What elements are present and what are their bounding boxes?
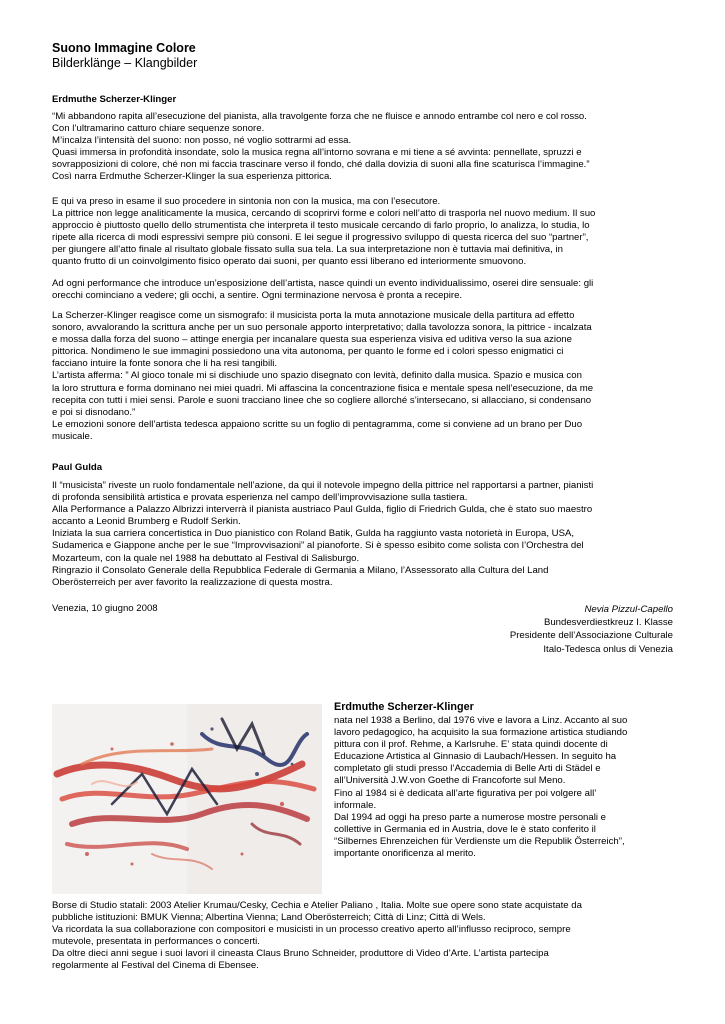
text-line: sovrapposizioni di colore, ché non mi faccia trascinare verso il fondo, ché dalla dovizia di suoni alla fine scaturisca l’immagine.” <box>52 159 590 171</box>
text-line: mutevole, presentata in performances o concerti. <box>52 936 260 948</box>
text-line: Quasi immersa in profondità insondate, solo la musica regna all’intorno sovrana e mi tiene a sé avvinta: pennellate, spruzzi e <box>52 147 582 159</box>
section-heading-musician: Paul Gulda <box>52 462 103 473</box>
text-line: Così narra Erdmuthe Scherzer-Klinger la sua esperienza pittorica. <box>52 171 332 183</box>
text-line: musicale. <box>52 430 93 442</box>
signature-line: Presidente dell’Associazione Culturale <box>509 630 673 642</box>
text-line: Oberösterreich per aver favorito la realizzazione di questa mostra. <box>52 576 333 588</box>
text-line: Va ricordata la sua collaborazione con compositori e musicisti in un processo creativo aperto all’influsso reciproco, sempre <box>52 924 571 936</box>
text-line: nata nel 1938 a Berlino, dal 1976 vive e lavora a Linz. Accanto al suo <box>334 715 628 726</box>
text-line: “Mi abbandono rapita all’esecuzione del pianista, alla travolgente forza che ne fluisce e annodo entrambe col nero e col rosso. <box>52 111 587 122</box>
text-line: e mossa dalla forza del suono – attinge energia per incanalare questa sua esperienza visiva ed uditiva verso la sua azione <box>52 334 572 346</box>
text-line: Le emozioni sonore dell’artista tedesca appaiono scritte su un foglio di pentagramma, come si conviene ad un brano per Duo <box>52 418 583 430</box>
text-line: pittura con il prof. Rehme, a Karlsruhe. E’ stata quindi docente di <box>334 739 608 751</box>
text-line: Educazione Artistica al Ginnasio di Laubach/Hessen. In seguito ha <box>334 751 617 763</box>
text-line: M’incalza l’intensità del suono: non posso, né voglio sottrarmi ad essa. <box>52 135 352 147</box>
paragraph-approach <box>52 196 674 269</box>
text-line: L’artista afferma: ” Al gioco tonale mi si dischiude uno spazio disegnato con levità, definito dalla musica. Spazio e musica con <box>52 370 582 382</box>
text-line: Sudamerica e Giappone anche per le sue “Improvvisazioni” al pianoforte. Si è spesso esibito come solista con l’Orchestra del <box>52 540 584 552</box>
text-line: recepita con tutti i miei sensi. Parole e suoni tracciano linee che so cogliere allorché s’intersecano, si allacciano, si condensano <box>52 394 592 406</box>
paragraph-bottom <box>52 900 674 973</box>
text-line: importante onorificenza al merito. <box>334 848 476 860</box>
signature-name: Nevia Pizzul-Capello <box>584 604 673 615</box>
text-line: Ringrazio il Consolato Generale della Repubblica Federale di Germania a Milano, l’Assessorato alla Cultura del Land <box>52 564 549 576</box>
paragraph-performance <box>52 278 674 302</box>
signature-line: Italo-Tedesca onlus di Venezia <box>543 643 673 655</box>
text-line: per giungere all’atto finale al risultato globale fissato sulla sua tela. La sua interpretazione non è tuttavia mai definitiva, in <box>52 244 563 256</box>
paragraph-seismograph <box>52 310 674 443</box>
text-line: accanto a Leonid Brumberg e Rudolf Serkin. <box>52 516 241 528</box>
abstract-painting-artwork <box>52 704 322 894</box>
text-line: ripete alla ricerca di modi espressivi sempre più consoni. E lei segue il progressivo sviluppo di questa ricerca del suo “partner”, <box>52 232 589 244</box>
text-line: regolarmente al Festival del Cinema di Ebensee. <box>52 960 259 972</box>
text-line: La pittrice non legge analiticamente la musica, cercando di scoprirvi forme e colori nell’atto di trasporla nel nuovo medium. Il suo <box>52 208 596 220</box>
page-title: Suono Immagine Colore <box>52 41 196 55</box>
text-line: approccio è piuttosto quello dello strumentista che interpreta il testo musicale cercando di farlo proprio, lo analizza, lo studia, lo <box>52 220 590 232</box>
text-line: Fino al 1984 si è dedicata all’arte figurativa per poi volgere all’ <box>334 787 597 799</box>
text-line: completato gli studi presso l’Accademia di Belle Arti di Städel e <box>334 763 601 775</box>
text-line: collettive in Germania ed in Austria, dove le è stato conferito il <box>334 823 596 835</box>
text-line: orecchi cominciano a vedere; gli occhi, a sentire. Ogni terminazione nervosa è pronta a recepire. <box>52 290 463 302</box>
text-line: di profonda sensibilità artistica e provata esperienza nel campo dell’improvvisazione sulla tastiera. <box>52 492 468 504</box>
text-line: Borse di Studio statali: 2003 Atelier Krumau/Cesky, Cechia e Atelier Paliano , Italia. Molte sue opere sono state acquistate da <box>52 900 582 911</box>
page-subtitle: Bilderklänge – Klangbilder <box>52 56 198 70</box>
text-line: la loro struttura e forma dominano nei miei quadri. Mi affascina la concentrazione fisica e mentale spesa nell’esecuzione, da me <box>52 382 594 394</box>
document-date: Venezia, 10 giugno 2008 <box>52 603 158 614</box>
bio-text <box>334 715 672 860</box>
text-line: informale. <box>334 799 377 811</box>
text-line: sonoro, avvalorando la scrittura anche per un suo personale apporto interpretativo; dalla tavolozza sonora, la pittrice - incalzata <box>52 322 592 334</box>
text-line: lavoro pedagogico, ha acquisito la sua formazione artistica studiando <box>334 727 628 739</box>
text-line: facciano intuire la fonte sonora che li ha resi tangibili. <box>52 358 278 370</box>
text-line: pubbliche istituzioni: BMUK Vienna; Albertina Vienna; Land Oberösterreich; Città di Linz; Città di Wels. <box>52 912 486 924</box>
text-line: Alla Performance a Palazzo Albrizzi interverrà il pianista austriaco Paul Gulda, figlio di Friedrich Gulda, che è stato suo maestro <box>52 504 593 516</box>
paragraph-quote <box>52 111 674 184</box>
text-line: e poi si disnodano.” <box>52 406 136 418</box>
text-line: Da oltre dieci anni segue i suoi lavori il cineasta Claus Bruno Schneider, produttore di Video d’Arte. L’artista partecipa <box>52 948 549 960</box>
text-line: E qui va preso in esame il suo procedere in sintonia non con la musica, ma con l’esecutore. <box>52 196 441 207</box>
painting-image <box>52 704 322 894</box>
text-line: “Silbernes Ehrenzeichen für Verdienste um die Republik Österreich”, <box>334 835 625 847</box>
bio-heading: Erdmuthe Scherzer-Klinger <box>334 701 474 713</box>
text-line: pittorica. Nondimeno le sue immagini possiedono una vita autonoma, per quanto le forme ed i colori spesso enigmatici ci <box>52 346 564 358</box>
section-heading-artist: Erdmuthe Scherzer-Klinger <box>52 94 177 105</box>
text-line: all’Università J.W.von Goethe di Francoforte sul Meno. <box>334 775 566 787</box>
signature-block <box>510 603 673 656</box>
text-line: Dal 1994 ad oggi ha preso parte a numerose mostre personali e <box>334 811 606 823</box>
signature-line: Bundesverdiestkreuz I. Klasse <box>543 617 673 629</box>
text-line: Mozarteum, con la quale nel 1988 ha debuttato al Festival di Salisburgo. <box>52 552 360 564</box>
paragraph-gulda <box>52 480 674 589</box>
text-line: La Scherzer-Klinger reagisce come un sismografo: il musicista porta la muta annotazione musicale della partitura ad effetto <box>52 310 575 321</box>
text-line: Ad ogni performance che introduce un’esposizione dell’artista, nasce quindi un evento individualissimo, oserei dire sensuale: gli <box>52 278 594 289</box>
text-line: Il “musicista” riveste un ruolo fondamentale nell’azione, da qui il notevole impegno della pittrice nel rapportarsi a partner, pianisti <box>52 480 594 491</box>
text-line: Iniziata la sua carriera concertistica in Duo pianistico con Roland Batik, Gulda ha raggiunto vasta notorietà in Europa, USA, <box>52 528 575 540</box>
text-line: quanto frutto di un coinvolgimento fisico operato dai suoni, per quanto essi liberano ed interiormente smuovono. <box>52 256 527 268</box>
text-line: Con l’ultramarino catturo chiare sequenze sonore. <box>52 123 265 135</box>
